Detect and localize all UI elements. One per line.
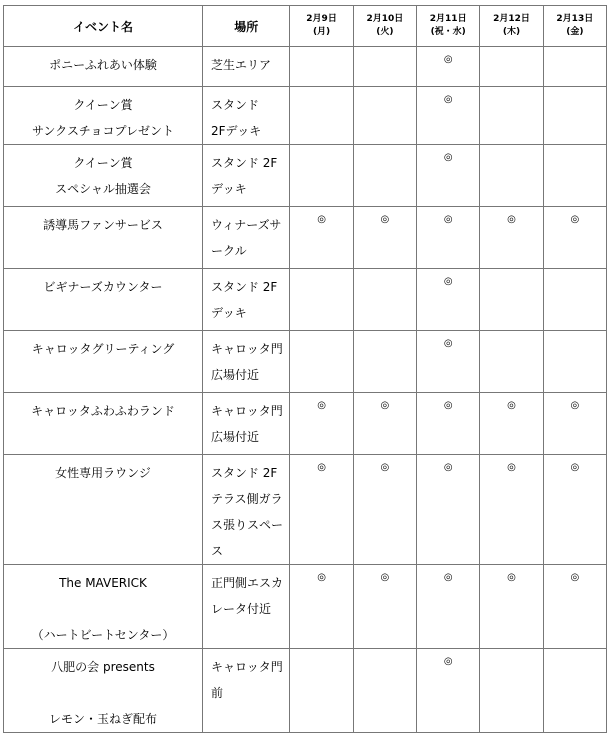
date-cell — [353, 145, 416, 207]
date-cell — [353, 331, 416, 393]
place-line: デッキ — [210, 306, 247, 320]
scheduled-mark-icon: ◎ — [317, 462, 326, 473]
table-row — [4, 565, 607, 649]
place-cell — [202, 207, 289, 269]
header-place: 場所 — [202, 6, 289, 47]
scheduled-mark-icon: ◎ — [570, 400, 580, 411]
scheduled-mark-icon: ◎ — [380, 572, 390, 583]
event-name-line: クイーン賞 — [73, 98, 133, 112]
header-date-day: 2月11日 — [429, 14, 467, 24]
event-name-line: レモン・玉ねぎ配布 — [48, 712, 157, 726]
date-cell — [290, 87, 353, 145]
date-cell — [353, 649, 416, 733]
scheduled-mark-icon: ◎ — [443, 462, 453, 473]
header-date-day: 2月9日 — [306, 14, 337, 24]
date-cell — [353, 393, 416, 455]
table-row — [4, 649, 607, 733]
date-cell — [480, 393, 543, 455]
scheduled-mark-icon: ◎ — [570, 572, 580, 583]
place-line: キャロッタ門 — [210, 404, 283, 418]
scheduled-mark-icon: ◎ — [507, 462, 516, 473]
date-cell — [417, 393, 480, 455]
table-row — [4, 207, 607, 269]
table-row — [4, 47, 607, 87]
date-cell — [543, 269, 606, 331]
date-cell — [417, 145, 480, 207]
scheduled-mark-icon: ◎ — [443, 54, 453, 65]
place-line: 前 — [210, 686, 223, 700]
place-line: レータ付近 — [210, 602, 271, 616]
header-date-weekday: (祝・水) — [430, 27, 466, 37]
table-row — [4, 269, 607, 331]
scheduled-mark-icon: ◎ — [443, 152, 453, 163]
table-row — [4, 145, 607, 207]
schedule-body — [4, 47, 607, 733]
date-cell — [417, 269, 480, 331]
event-name-cell — [4, 145, 203, 207]
header-row — [4, 6, 607, 47]
date-cell — [417, 455, 480, 565]
place-line: デッキ — [210, 182, 247, 196]
header-date-weekday: (金) — [566, 27, 584, 37]
date-cell — [353, 455, 416, 565]
date-cell — [480, 145, 543, 207]
date-cell — [353, 47, 416, 87]
scheduled-mark-icon: ◎ — [317, 400, 326, 411]
date-cell — [543, 87, 606, 145]
scheduled-mark-icon: ◎ — [443, 214, 453, 225]
event-name-cell — [4, 87, 203, 145]
header-date-day: 2月10日 — [366, 14, 404, 24]
date-cell — [290, 649, 353, 733]
scheduled-mark-icon: ◎ — [443, 338, 453, 349]
event-name-line: スペシャル抽選会 — [55, 182, 151, 196]
date-cell — [417, 649, 480, 733]
header-date-2 — [353, 6, 416, 47]
place-line: スタンド 2F — [210, 280, 278, 294]
date-cell — [290, 331, 353, 393]
place-line: キャロッタ門 — [210, 342, 283, 356]
event-name-line: キャロッタグリーティング — [31, 342, 175, 356]
place-cell — [202, 393, 289, 455]
place-line: 広場付近 — [210, 430, 259, 444]
event-name-cell — [4, 649, 203, 733]
header-date-weekday: (木) — [502, 27, 521, 37]
place-line: スタンド — [210, 98, 259, 112]
date-cell — [480, 565, 543, 649]
event-name-cell — [4, 565, 203, 649]
place-line: 2Fデッキ — [210, 124, 262, 138]
scheduled-mark-icon: ◎ — [443, 400, 453, 411]
scheduled-mark-icon: ◎ — [443, 276, 453, 287]
date-cell — [480, 269, 543, 331]
place-cell — [202, 455, 289, 565]
place-cell — [202, 87, 289, 145]
date-cell — [417, 87, 480, 145]
header-date-weekday: (月) — [312, 27, 331, 37]
event-name-line — [4, 596, 202, 622]
date-cell — [290, 269, 353, 331]
header-date-day: 2月13日 — [556, 14, 594, 24]
date-cell — [290, 47, 353, 87]
header-date-day: 2月12日 — [493, 14, 530, 24]
date-cell — [480, 87, 543, 145]
header-date-weekday: (火) — [376, 27, 394, 37]
date-cell — [417, 331, 480, 393]
place-cell — [202, 47, 289, 87]
table-row — [4, 331, 607, 393]
date-cell — [353, 565, 416, 649]
date-cell — [543, 47, 606, 87]
date-cell — [417, 565, 480, 649]
event-name-line — [4, 680, 202, 706]
place-cell — [202, 145, 289, 207]
place-line: 広場付近 — [210, 368, 259, 382]
date-cell — [480, 331, 543, 393]
place-line: ウィナーズサ — [210, 218, 282, 232]
date-cell — [290, 455, 353, 565]
place-cell — [202, 565, 289, 649]
scheduled-mark-icon: ◎ — [443, 656, 453, 667]
date-cell — [543, 455, 606, 565]
place-line: 芝生エリア — [210, 58, 271, 72]
date-cell — [353, 87, 416, 145]
scheduled-mark-icon: ◎ — [443, 94, 453, 105]
date-cell — [290, 393, 353, 455]
scheduled-mark-icon: ◎ — [570, 214, 580, 225]
place-line: キャロッタ門 — [210, 660, 283, 674]
date-cell — [543, 207, 606, 269]
place-line: ス張りスペー — [210, 518, 283, 532]
place-line: スタンド 2F — [210, 156, 278, 170]
date-cell — [417, 47, 480, 87]
event-name-line: 誘導馬ファンサービス — [43, 218, 163, 232]
scheduled-mark-icon: ◎ — [507, 400, 516, 411]
scheduled-mark-icon: ◎ — [317, 572, 326, 583]
scheduled-mark-icon: ◎ — [380, 400, 390, 411]
date-cell — [480, 649, 543, 733]
date-cell — [353, 207, 416, 269]
place-line: スタンド 2F — [210, 466, 278, 480]
date-cell — [417, 207, 480, 269]
scheduled-mark-icon: ◎ — [443, 572, 453, 583]
date-cell — [290, 565, 353, 649]
event-name-line: クイーン賞 — [73, 156, 133, 170]
event-name-cell — [4, 207, 203, 269]
header-date-1 — [290, 6, 353, 47]
date-cell — [480, 207, 543, 269]
event-name-line: The MAVERICK — [59, 576, 147, 590]
scheduled-mark-icon: ◎ — [380, 462, 390, 473]
place-line: テラス側ガラ — [210, 492, 283, 506]
event-schedule-table — [3, 5, 607, 733]
event-name-line: ビギナーズカウンター — [43, 280, 163, 294]
table-row — [4, 393, 607, 455]
header-date-5 — [543, 6, 606, 47]
place-line: ス — [210, 544, 223, 558]
date-cell — [480, 455, 543, 565]
date-cell — [543, 393, 606, 455]
date-cell — [480, 47, 543, 87]
place-cell — [202, 331, 289, 393]
event-name-cell — [4, 455, 203, 565]
event-name-line: ポニーふれあい体験 — [49, 58, 157, 72]
scheduled-mark-icon: ◎ — [570, 462, 580, 473]
event-name-line: 八肥の会 presents — [51, 660, 155, 674]
place-cell — [202, 269, 289, 331]
date-cell — [543, 145, 606, 207]
header-date-4 — [480, 6, 543, 47]
date-cell — [543, 331, 606, 393]
scheduled-mark-icon: ◎ — [507, 214, 516, 225]
event-name-line: キャロッタふわふわランド — [31, 404, 175, 418]
date-cell — [543, 565, 606, 649]
event-name-cell — [4, 269, 203, 331]
date-cell — [353, 269, 416, 331]
place-line: 正門側エスカ — [210, 576, 283, 590]
date-cell — [290, 207, 353, 269]
place-line: ークル — [210, 244, 247, 258]
scheduled-mark-icon: ◎ — [380, 214, 390, 225]
header-event-name: イベント名 — [4, 6, 203, 47]
scheduled-mark-icon: ◎ — [317, 214, 326, 225]
scheduled-mark-icon: ◎ — [507, 572, 516, 583]
event-name-cell — [4, 47, 203, 87]
event-name-cell — [4, 393, 203, 455]
date-cell — [543, 649, 606, 733]
header-date-3 — [417, 6, 480, 47]
table-row — [4, 87, 607, 145]
event-name-cell — [4, 331, 203, 393]
date-cell — [290, 145, 353, 207]
event-name-line: （ハートビートセンター） — [31, 628, 175, 642]
place-cell — [202, 649, 289, 733]
table-row — [4, 455, 607, 565]
event-name-line: 女性専用ラウンジ — [55, 466, 151, 480]
event-name-line: サンクスチョコプレゼント — [32, 124, 174, 138]
